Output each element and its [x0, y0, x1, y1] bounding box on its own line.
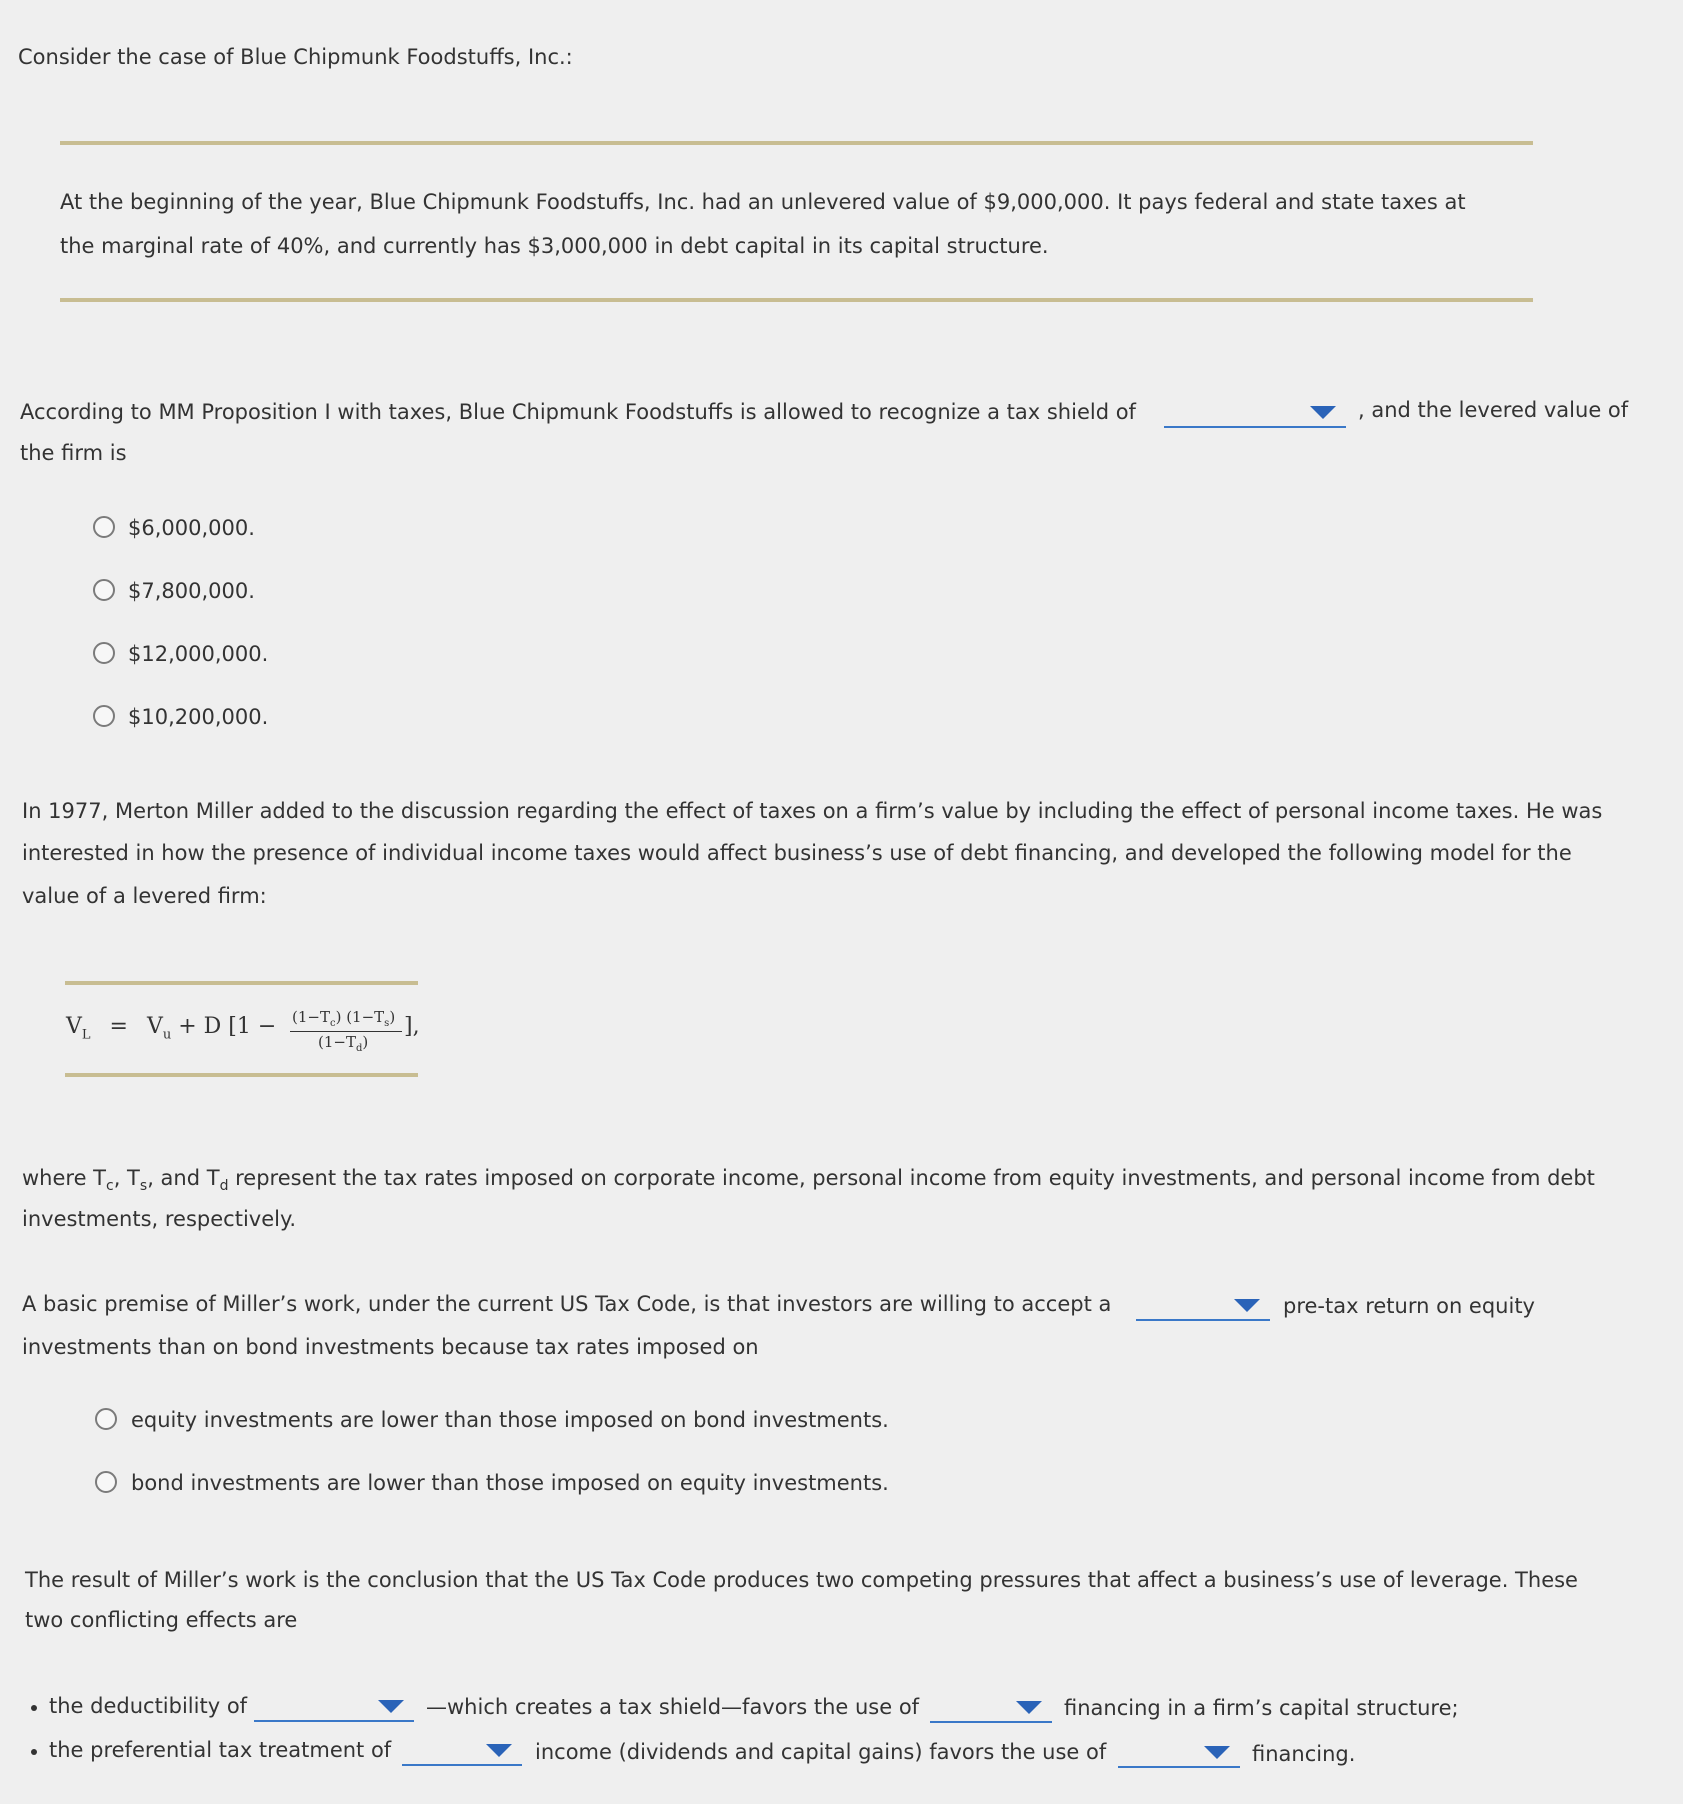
formula-divider-bottom: [65, 1073, 418, 1077]
bullet-2-dot: [31, 1749, 37, 1755]
chevron-down-icon: [1204, 1746, 1230, 1759]
chevron-down-icon: [378, 1700, 404, 1713]
formula-numerator: $(1-T_c)$ $(1-T_s)$: [292, 1008, 396, 1029]
q1-option-3-label[interactable]: $12,000,000.: [128, 642, 269, 666]
q2-option-2-radio[interactable]: [95, 1471, 117, 1493]
formula-denominator: $(1-T_d)$: [318, 1033, 369, 1054]
scenario-line-1: At the beginning of the year, Blue Chipmunk Foodstuffs, Inc. had an unlevered value of $9,000,000. It pays federal and state taxes at: [60, 190, 1466, 214]
bullet-1-text-b: —which creates a tax shield—favors the use of: [426, 1695, 920, 1719]
fraction-bar: [290, 1031, 402, 1032]
q2-option-2-label[interactable]: bond investments are lower than those imposed on equity investments.: [131, 1471, 889, 1495]
q2-option-1-label[interactable]: equity investments are lower than those imposed on bond investments.: [131, 1408, 889, 1432]
tax-shield-dropdown[interactable]: [1164, 400, 1346, 428]
favored-financing-dropdown-1[interactable]: [930, 1695, 1052, 1723]
formula-equals: =: [109, 1014, 128, 1039]
chevron-down-icon: [1234, 1299, 1260, 1312]
q2-text: A basic premise of Miller’s work, under the current US Tax Code, is that investors are willing to accept a: [22, 1292, 1112, 1316]
divider-bottom: [60, 298, 1533, 302]
q1-option-2-label[interactable]: $7,800,000.: [128, 579, 255, 603]
bullet-1-dot: [31, 1705, 37, 1711]
formula-mid: + D [1 −: [178, 1014, 277, 1039]
formula-end: ],: [404, 1014, 420, 1039]
chevron-down-icon: [1310, 406, 1336, 419]
bullet-2-text-c: financing.: [1252, 1742, 1356, 1766]
q1-option-4-label[interactable]: $10,200,000.: [128, 705, 269, 729]
miller-line-2: interested in how the presence of individual income taxes would affect business’s use of debt financing, and developed the following model for the: [22, 841, 1572, 865]
result-line-2: two conflicting effects are: [25, 1608, 298, 1632]
q1-text-after: , and the levered value of: [1358, 398, 1629, 422]
formula-vu-sub: u: [162, 1027, 172, 1043]
q1-option-2-radio[interactable]: [93, 579, 115, 601]
result-line-1: The result of Miller’s work is the conclusion that the US Tax Code produces two competing pressures that affect a business’s use of leverage. These: [25, 1568, 1578, 1592]
q1-option-1-label[interactable]: $6,000,000.: [128, 516, 255, 540]
scenario-line-2: the marginal rate of 40%, and currently has $3,000,000 in debt capital in its capital structure.: [60, 234, 1049, 258]
formula-vl-sub: L: [81, 1027, 91, 1043]
q1-option-4-radio[interactable]: [93, 705, 115, 727]
bullet-2-text-b: income (dividends and capital gains) favors the use of: [535, 1740, 1107, 1764]
bullet-1-text-c: financing in a firm’s capital structure;: [1064, 1696, 1459, 1720]
intro-text: Consider the case of Blue Chipmunk Foodstuffs, Inc.:: [18, 45, 573, 69]
q1-option-1-radio[interactable]: [93, 516, 115, 538]
miller-line-3: value of a levered firm:: [22, 884, 267, 908]
divider-top: [60, 141, 1533, 145]
chevron-down-icon: [1016, 1701, 1042, 1714]
formula-vu: V: [146, 1014, 163, 1039]
bullet-1-text-a: the deductibility of: [49, 1694, 248, 1718]
q2-line-2: investments than on bond investments because tax rates imposed on: [22, 1335, 759, 1359]
chevron-down-icon: [486, 1744, 512, 1757]
formula-divider-top: [65, 981, 418, 985]
where-line-2: investments, respectively.: [22, 1207, 297, 1231]
return-level-dropdown[interactable]: [1136, 1293, 1270, 1321]
formula-vl: V: [66, 1014, 82, 1039]
preferential-income-dropdown[interactable]: [402, 1738, 522, 1766]
q2-text-after: pre-tax return on equity: [1283, 1294, 1535, 1318]
q1-text: According to MM Proposition I with taxes, Blue Chipmunk Foodstuffs is allowed to recognize a tax shield of: [20, 400, 1136, 424]
q2-option-1-radio[interactable]: [95, 1408, 117, 1430]
favored-financing-dropdown-2[interactable]: [1118, 1740, 1240, 1768]
q1-line-2: the firm is: [20, 441, 127, 465]
miller-formula: [66, 1014, 276, 1042]
where-line-1: where $T_c$, $T_s$, and $T_d$ represent the tax rates imposed on corporate income, personal income from equity investments, and personal income from debt: [22, 1166, 1595, 1195]
deductibility-dropdown[interactable]: [254, 1694, 414, 1722]
q1-option-3-radio[interactable]: [93, 642, 115, 664]
bullet-2-text-a: the preferential tax treatment of: [49, 1738, 392, 1762]
miller-line-1: In 1977, Merton Miller added to the discussion regarding the effect of taxes on a firm’s value by including the effect of personal income taxes. He was: [22, 799, 1603, 823]
